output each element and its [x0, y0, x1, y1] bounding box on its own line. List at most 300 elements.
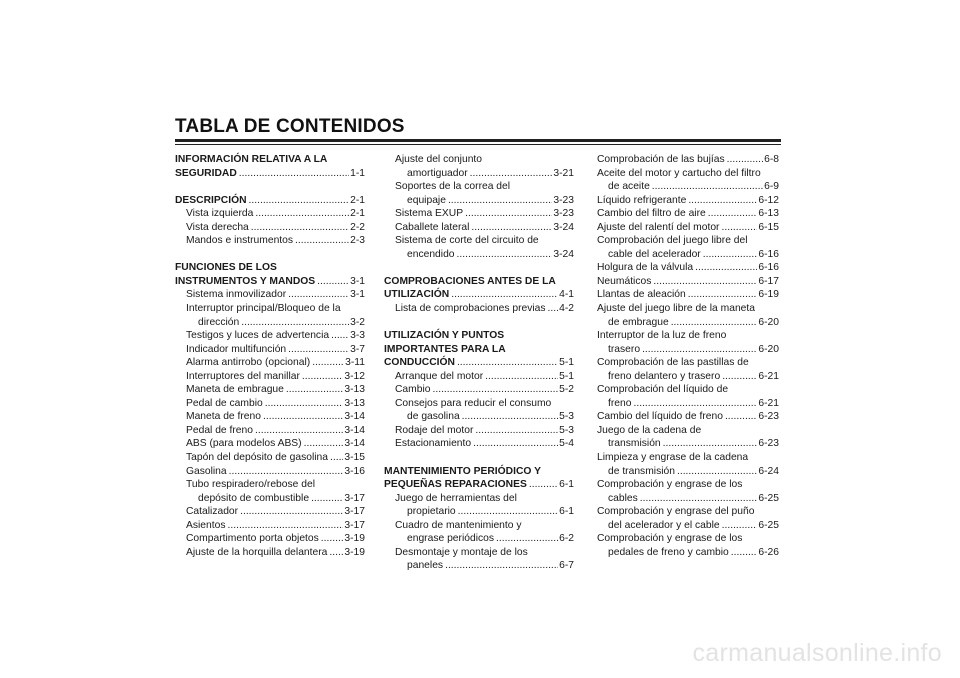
- toc-entry-text: Maneta de freno: [186, 411, 261, 423]
- toc-entry-text: Ajuste de la horquilla delantera: [186, 546, 328, 558]
- toc-entry[interactable]: [384, 532, 574, 546]
- toc-entry-text: Pedal de cambio: [186, 397, 263, 409]
- toc-entry[interactable]: [597, 424, 779, 438]
- dot-leader: [642, 343, 757, 357]
- toc-page-number: 4-1: [559, 289, 574, 301]
- toc-entry[interactable]: [175, 302, 365, 316]
- toc-entry-text: de gasolina: [407, 411, 460, 423]
- toc-page-number: 3-7: [350, 343, 365, 355]
- toc-page-number: 2-1: [350, 208, 365, 220]
- dot-leader: [703, 248, 758, 262]
- toc-entry[interactable]: [384, 180, 574, 194]
- toc-page-number: 6-25: [758, 492, 779, 504]
- dot-leader: [255, 207, 349, 221]
- dot-leader: [255, 424, 343, 438]
- toc-entry-text: Interruptor de la luz de freno: [597, 330, 727, 342]
- toc-page-number: 6-16: [758, 262, 779, 274]
- toc-page-number: 6-1: [559, 506, 574, 518]
- toc-entry[interactable]: [597, 370, 779, 384]
- dot-leader: [331, 329, 349, 343]
- toc-entry-text: depósito de combustible: [198, 492, 310, 504]
- dot-leader: [653, 275, 757, 289]
- toc-entry-text: Líquido refrigerante: [597, 194, 687, 206]
- toc-entry[interactable]: [597, 234, 779, 248]
- toc-entry-text: Compartimento porta objetos: [186, 533, 319, 545]
- toc-entry-text: Lista de comprobaciones previas: [395, 303, 546, 315]
- toc-entry[interactable]: [175, 437, 365, 451]
- toc-entry-text: dirección: [198, 316, 240, 328]
- toc-entry-text: SEGURIDAD: [175, 167, 237, 179]
- toc-section-entry[interactable]: [175, 167, 365, 181]
- toc-entry[interactable]: [175, 465, 365, 479]
- toc-page-number: 2-3: [350, 235, 365, 247]
- toc-entry-text: Sistema EXUP: [395, 208, 464, 220]
- toc-entry-text: Comprobación del juego libre del: [597, 235, 748, 247]
- toc-entry[interactable]: [597, 505, 779, 519]
- toc-page-number: 6-15: [758, 221, 779, 233]
- toc-entry[interactable]: [384, 370, 574, 384]
- toc-column-3: [597, 153, 779, 559]
- toc-entry[interactable]: [597, 478, 779, 492]
- toc-entry[interactable]: [384, 234, 574, 248]
- dot-leader: [708, 207, 758, 221]
- toc-section-entry[interactable]: [175, 261, 365, 275]
- toc-page-number: 6-13: [758, 208, 779, 220]
- toc-entry-text: Estacionamiento: [395, 438, 472, 450]
- toc-entry[interactable]: [175, 288, 365, 302]
- toc-entry-text: freno delantero y trasero: [608, 370, 721, 382]
- dot-leader: [239, 167, 349, 181]
- toc-entry[interactable]: [597, 288, 779, 302]
- toc-entry-text: paneles: [407, 560, 444, 572]
- toc-page-number: 6-8: [764, 154, 779, 165]
- toc-page-number: 3-14: [344, 424, 365, 436]
- toc-entry-text: Comprobación y engrase de los: [597, 533, 743, 545]
- toc-entry[interactable]: [597, 153, 779, 167]
- toc-entry[interactable]: [597, 492, 779, 506]
- toc-entry[interactable]: [384, 302, 574, 316]
- toc-page-number: 3-13: [344, 384, 365, 396]
- toc-page-number: 6-20: [758, 316, 779, 328]
- toc-entry[interactable]: [175, 492, 365, 506]
- toc-section-entry[interactable]: [384, 356, 574, 370]
- toc-entry-text: cables: [608, 492, 638, 504]
- toc-entry[interactable]: [175, 356, 365, 370]
- toc-entry-text: UTILIZACIÓN Y PUNTOS: [384, 330, 505, 342]
- dot-leader: [721, 221, 757, 235]
- toc-entry[interactable]: [597, 194, 779, 208]
- dot-leader: [462, 410, 558, 424]
- toc-page-number: 3-21: [553, 167, 574, 179]
- section-gap: [175, 180, 365, 194]
- toc-entry-text: Alarma antirrobo (opcional): [186, 357, 311, 369]
- toc-page-number: 6-21: [758, 397, 779, 409]
- toc-entry-text: equipaje: [407, 194, 446, 206]
- dot-leader: [671, 316, 758, 330]
- dot-leader: [249, 194, 350, 208]
- toc-entry-text: CONDUCCIÓN: [384, 357, 455, 369]
- toc-page-number: 3-14: [344, 411, 365, 423]
- toc-entry[interactable]: [175, 383, 365, 397]
- toc-entry[interactable]: [384, 559, 574, 573]
- toc-entry[interactable]: [384, 383, 574, 397]
- toc-entry-text: propietario: [407, 506, 456, 518]
- toc-entry-text: Comprobación de las pastillas de: [597, 357, 749, 369]
- dot-leader: [470, 167, 553, 181]
- dot-leader: [457, 248, 553, 262]
- toc-entry-text: INSTRUMENTOS Y MANDOS: [175, 275, 316, 287]
- toc-page-number: 3-24: [553, 221, 574, 233]
- page-title: TABLA DE CONTENIDOS: [175, 116, 405, 137]
- toc-entry-text: Cambio: [395, 384, 431, 396]
- toc-page-number: 6-24: [758, 465, 779, 477]
- toc-entry-text: de aceite: [608, 181, 650, 193]
- toc-entry-text: transmisión: [608, 438, 661, 450]
- toc-page-number: 3-12: [344, 370, 365, 382]
- section-gap: [384, 451, 574, 465]
- toc-entry[interactable]: [175, 329, 365, 343]
- dot-leader: [288, 288, 349, 302]
- dot-leader: [311, 492, 343, 506]
- toc-entry-text: Vista izquierda: [186, 208, 254, 220]
- toc-page-number: 6-23: [758, 411, 779, 423]
- toc-page-number: 6-1: [559, 479, 574, 491]
- toc-entry[interactable]: [384, 221, 574, 235]
- toc-entry-text: del acelerador y el cable: [608, 519, 720, 531]
- toc-entry-text: Vista derecha: [186, 221, 249, 233]
- toc-entry-text: Ajuste del ralentí del motor: [597, 221, 720, 233]
- toc-entry[interactable]: [597, 329, 779, 343]
- toc-section-entry[interactable]: [384, 478, 574, 492]
- toc-entry[interactable]: [175, 424, 365, 438]
- toc-page-number: 3-17: [344, 492, 365, 504]
- toc-entry[interactable]: [175, 234, 365, 248]
- toc-entry-text: DESCRIPCIÓN: [175, 194, 247, 206]
- toc-entry[interactable]: [597, 221, 779, 235]
- toc-section-entry[interactable]: [384, 288, 574, 302]
- toc-entry[interactable]: [384, 153, 574, 167]
- toc-entry-text: de transmisión: [608, 465, 675, 477]
- dot-leader: [695, 261, 757, 275]
- dot-leader: [265, 397, 344, 411]
- toc-entry[interactable]: [597, 248, 779, 262]
- toc-entry[interactable]: [597, 207, 779, 221]
- toc-entry[interactable]: [175, 478, 365, 492]
- toc-entry[interactable]: [597, 261, 779, 275]
- toc-page-number: 6-2: [559, 533, 574, 545]
- dot-leader: [722, 370, 757, 384]
- toc-page-number: 5-4: [559, 438, 574, 450]
- toc-entry[interactable]: [175, 343, 365, 357]
- toc-entry-text: trasero: [608, 343, 641, 355]
- toc-entry-text: Comprobación y engrase del puño: [597, 506, 755, 518]
- toc-entry[interactable]: [597, 437, 779, 451]
- toc-page-number: 3-11: [345, 357, 365, 369]
- toc-entry-text: Asientos: [186, 519, 226, 531]
- toc-entry-text: UTILIZACIÓN: [384, 289, 450, 301]
- toc-page-number: 3-23: [553, 208, 574, 220]
- toc-section-entry[interactable]: [384, 275, 574, 289]
- toc-page-number: 3-17: [344, 519, 365, 531]
- toc-entry[interactable]: [384, 207, 574, 221]
- dot-leader: [251, 221, 349, 235]
- toc-page-number: 5-2: [559, 384, 574, 396]
- dot-leader: [445, 559, 558, 573]
- toc-entry-text: Limpieza y engrase de la cadena: [597, 452, 749, 464]
- dot-leader: [241, 316, 349, 330]
- toc-entry-text: Llantas de aleación: [597, 289, 686, 301]
- toc-entry-text: encendido: [407, 248, 455, 260]
- toc-entry-text: Ajuste del juego libre de la maneta: [597, 303, 755, 315]
- toc-entry[interactable]: [597, 451, 779, 465]
- toc-entry[interactable]: [597, 383, 779, 397]
- toc-page-number: 6-12: [758, 194, 779, 206]
- toc-page-number: 5-1: [559, 370, 574, 382]
- dot-leader: [228, 519, 344, 533]
- toc-entry-text: Desmontaje y montaje de los: [395, 546, 528, 558]
- dot-leader: [465, 207, 552, 221]
- toc-entry[interactable]: [384, 437, 574, 451]
- toc-page-number: 5-3: [559, 424, 574, 436]
- toc-page-number: 3-2: [350, 316, 365, 328]
- toc-entry[interactable]: [384, 492, 574, 506]
- toc-page-number: 3-3: [350, 330, 365, 342]
- toc-entry-text: COMPROBACIONES ANTES DE LA: [384, 275, 556, 287]
- toc-page-number: 6-26: [758, 546, 779, 558]
- toc-section-entry[interactable]: [175, 194, 365, 208]
- toc-entry[interactable]: [597, 275, 779, 289]
- section-gap: [384, 316, 574, 330]
- dot-leader: [240, 505, 343, 519]
- toc-entry-text: Juego de herramientas del: [395, 492, 517, 504]
- toc-entry[interactable]: [175, 519, 365, 533]
- toc-page-number: 2-2: [350, 221, 365, 233]
- dot-leader: [448, 194, 552, 208]
- dot-leader: [317, 275, 349, 289]
- dot-leader: [321, 532, 344, 546]
- toc-entry-text: FUNCIONES DE LOS: [175, 262, 277, 274]
- toc-entry-text: engrase periódicos: [407, 533, 495, 545]
- toc-entry[interactable]: [175, 505, 365, 519]
- section-gap: [384, 261, 574, 275]
- toc-page-number: 6-17: [758, 275, 779, 287]
- dot-leader: [475, 424, 558, 438]
- toc-entry-text: Pedal de freno: [186, 424, 253, 436]
- toc-column-1: [175, 153, 365, 559]
- toc-entry-text: PEQUEÑAS REPARACIONES: [384, 479, 527, 491]
- dot-leader: [688, 288, 758, 302]
- toc-entry-text: cable del acelerador: [608, 248, 701, 260]
- toc-entry[interactable]: [384, 248, 574, 262]
- toc-entry-text: Cambio del filtro de aire: [597, 208, 706, 220]
- toc-page-number: 3-19: [344, 533, 365, 545]
- dot-leader: [263, 410, 343, 424]
- toc-entry[interactable]: [597, 302, 779, 316]
- toc-section-entry[interactable]: [384, 329, 574, 343]
- toc-page-number: 3-17: [344, 506, 365, 518]
- toc-entry[interactable]: [175, 221, 365, 235]
- toc-entry-text: IMPORTANTES PARA LA: [384, 343, 506, 355]
- toc-section-entry[interactable]: [175, 275, 365, 289]
- dot-leader: [471, 221, 552, 235]
- dot-leader: [731, 546, 758, 560]
- toc-entry-text: Comprobación del líquido de: [597, 384, 729, 396]
- dot-leader: [329, 546, 343, 560]
- toc-entry[interactable]: [597, 343, 779, 357]
- toc-page-number: 3-16: [344, 465, 365, 477]
- toc-section-entry[interactable]: [384, 343, 574, 357]
- dot-leader: [312, 356, 344, 370]
- toc-page-number: 2-1: [350, 194, 365, 206]
- toc-page-number: 4-2: [559, 303, 574, 315]
- toc-entry-text: Comprobación y engrase de los: [597, 479, 743, 491]
- toc-entry-text: Interruptor principal/Bloqueo de la: [186, 303, 341, 315]
- dot-leader: [722, 519, 758, 533]
- watermark: carmanualsonline.info: [692, 639, 942, 667]
- toc-page-number: 6-9: [764, 181, 779, 193]
- toc-entry[interactable]: [597, 397, 779, 411]
- dot-leader: [496, 532, 558, 546]
- toc-entry-text: pedales de freno y cambio: [608, 546, 729, 558]
- toc-entry[interactable]: [175, 370, 365, 384]
- toc-entry-text: Caballete lateral: [395, 221, 470, 233]
- toc-entry[interactable]: [597, 167, 779, 181]
- dot-leader: [451, 288, 558, 302]
- toc-entry[interactable]: [384, 505, 574, 519]
- toc-entry[interactable]: [597, 465, 779, 479]
- toc-entry-text: ABS (para modelos ABS): [186, 438, 302, 450]
- toc-entry[interactable]: [384, 424, 574, 438]
- toc-entry[interactable]: [597, 410, 779, 424]
- title-rule-thick: [175, 139, 781, 142]
- toc-entry[interactable]: [175, 316, 365, 330]
- dot-leader: [485, 370, 558, 384]
- toc-section-entry[interactable]: [384, 465, 574, 479]
- dot-leader: [548, 302, 559, 316]
- toc-entry-text: de embrague: [608, 316, 669, 328]
- dot-leader: [652, 180, 763, 194]
- toc-entry-text: Soportes de la correa del: [395, 181, 511, 193]
- toc-entry-text: amortiguador: [407, 167, 468, 179]
- toc-entry-text: MANTENIMIENTO PERIÓDICO Y: [384, 465, 541, 477]
- toc-entry-text: Juego de la cadena de: [597, 424, 702, 436]
- dot-leader: [288, 343, 349, 357]
- toc-page-number: 6-25: [758, 519, 779, 531]
- toc-entry-text: Aceite del motor y cartucho del filtro: [597, 167, 761, 179]
- toc-page-number: 6-16: [758, 248, 779, 260]
- dot-leader: [302, 370, 344, 384]
- toc-page-number: 3-13: [344, 397, 365, 409]
- dot-leader: [457, 356, 558, 370]
- toc-entry[interactable]: [597, 316, 779, 330]
- toc-page-number: 3-14: [344, 438, 365, 450]
- dot-leader: [640, 492, 758, 506]
- toc-entry-text: Indicador multifunción: [186, 343, 287, 355]
- toc-page-number: 3-1: [350, 275, 365, 287]
- toc-page-number: 3-1: [350, 289, 365, 301]
- toc-page-number: 6-19: [758, 289, 779, 301]
- toc-entry[interactable]: [175, 532, 365, 546]
- dot-leader: [304, 437, 344, 451]
- toc-entry[interactable]: [597, 519, 779, 533]
- section-gap: [175, 248, 365, 262]
- toc-page-number: 6-7: [559, 560, 574, 572]
- toc-entry-text: Holgura de la válvula: [597, 262, 694, 274]
- dot-leader: [529, 478, 558, 492]
- toc-entry-text: Mandos e instrumentos: [186, 235, 294, 247]
- toc-entry-text: Tapón del depósito de gasolina: [186, 452, 328, 464]
- toc-entry[interactable]: [175, 207, 365, 221]
- title-rule-thin: [175, 144, 781, 145]
- toc-page-number: 5-3: [559, 411, 574, 423]
- toc-entry[interactable]: [384, 167, 574, 181]
- toc-entry-text: Rodaje del motor: [395, 424, 474, 436]
- toc-page-number: 1-1: [350, 167, 365, 179]
- toc-entry[interactable]: [175, 546, 365, 560]
- dot-leader: [286, 383, 344, 397]
- toc-entry[interactable]: [597, 180, 779, 194]
- dot-leader: [458, 505, 558, 519]
- toc-entry[interactable]: [384, 546, 574, 560]
- toc-entry-text: Arranque del motor: [395, 370, 484, 382]
- toc-entry[interactable]: [175, 451, 365, 465]
- toc-page-number: 3-24: [553, 248, 574, 260]
- toc-entry[interactable]: [597, 356, 779, 370]
- toc-column-2: [384, 153, 574, 573]
- dot-leader: [432, 383, 558, 397]
- toc-page-number: 6-23: [758, 438, 779, 450]
- dot-leader: [727, 153, 763, 167]
- toc-page-number: 6-21: [758, 370, 779, 382]
- toc-entry-text: Gasolina: [186, 465, 227, 477]
- dot-leader: [229, 465, 344, 479]
- toc-entry-text: freno: [608, 397, 632, 409]
- toc-entry-text: Sistema de corte del circuito de: [395, 235, 539, 247]
- toc-page-number: 3-23: [553, 194, 574, 206]
- toc-entry[interactable]: [384, 519, 574, 533]
- toc-entry[interactable]: [597, 546, 779, 560]
- dot-leader: [688, 194, 757, 208]
- toc-entry[interactable]: [384, 397, 574, 411]
- toc-entry[interactable]: [384, 410, 574, 424]
- toc-entry[interactable]: [597, 532, 779, 546]
- toc-page-number: 6-20: [758, 343, 779, 355]
- toc-entry-text: Interruptores del manillar: [186, 370, 300, 382]
- toc-page-number: 3-19: [344, 546, 365, 558]
- dot-leader: [473, 437, 558, 451]
- toc-section-entry[interactable]: [175, 153, 365, 167]
- toc-entry[interactable]: [175, 410, 365, 424]
- toc-entry-text: Tubo respiradero/rebose del: [186, 479, 315, 491]
- toc-entry-text: Testigos y luces de advertencia: [186, 330, 330, 342]
- toc-entry-text: Comprobación de las bujías: [597, 154, 725, 165]
- toc-page-number: 3-15: [344, 452, 365, 464]
- dot-leader: [633, 397, 757, 411]
- dot-leader: [677, 465, 757, 479]
- dot-leader: [663, 437, 758, 451]
- toc-entry-text: Neumáticos: [597, 275, 652, 287]
- toc-entry[interactable]: [384, 194, 574, 208]
- toc-entry-text: Ajuste del conjunto: [395, 154, 483, 165]
- toc-entry-text: Maneta de embrague: [186, 384, 284, 396]
- toc-entry[interactable]: [175, 397, 365, 411]
- toc-entry-text: Cuadro de mantenimiento y: [395, 519, 522, 531]
- toc-entry-text: INFORMACIÓN RELATIVA A LA: [175, 154, 328, 165]
- toc-entry-text: Cambio del líquido de freno: [597, 411, 723, 423]
- toc-entry-text: Consejos para reducir el consumo: [395, 397, 552, 409]
- toc-page-number: 5-1: [559, 357, 574, 369]
- dot-leader: [330, 451, 343, 465]
